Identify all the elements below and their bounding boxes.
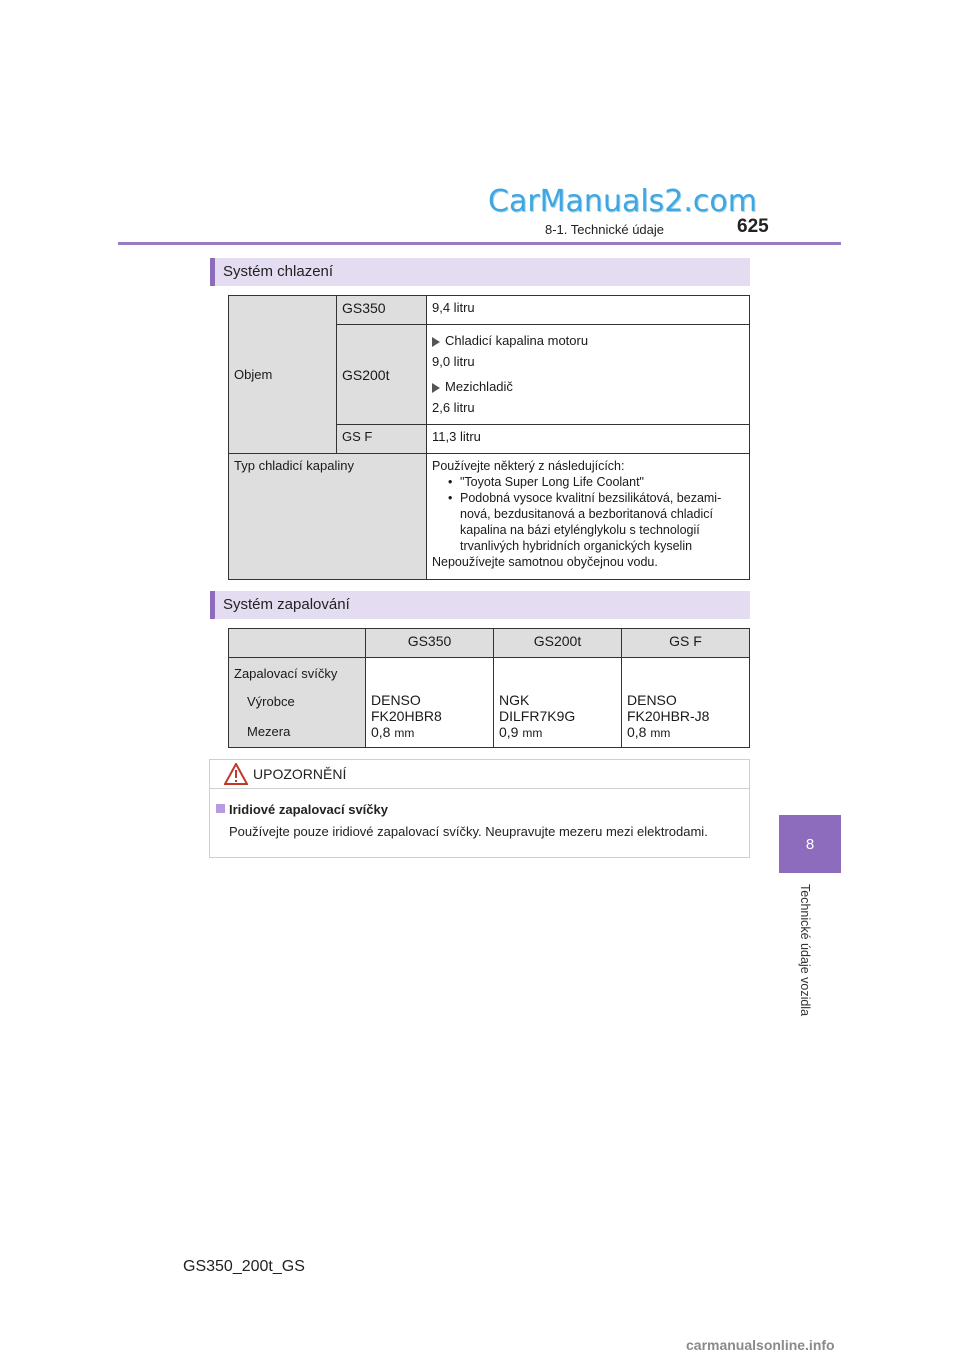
watermark-carmanuals2: CarManuals2.com (488, 184, 758, 219)
cooling-table (228, 295, 750, 580)
spark-plug-maker: DENSO (371, 692, 421, 708)
engine-coolant-label: Chladicí kapalina motoru (445, 333, 589, 348)
capacity-gs200t (427, 325, 750, 425)
footer-model-code: GS350_200t_GS (183, 1258, 305, 1275)
spark-plug-gap-unit: mm (522, 726, 543, 740)
spark-plug-gap: 0,8 (627, 724, 647, 740)
header-rule (118, 242, 841, 245)
ignition-table (228, 628, 750, 748)
ignition-header-gs200t: GS200t (494, 629, 622, 658)
triangle-bullet-icon (432, 337, 440, 347)
coolant-type-value (427, 454, 750, 580)
spark-plug-gsf (622, 658, 750, 748)
spark-plugs-label: Zapalovací svíčky (234, 666, 338, 681)
spark-plug-gs200t (494, 658, 622, 748)
coolant-type-label: Typ chladicí kapaliny (229, 454, 427, 580)
ignition-header-empty (229, 629, 366, 658)
spark-plug-gs350 (366, 658, 494, 748)
model-gsf: GS F (337, 425, 427, 454)
page-number: 625 (737, 216, 769, 237)
spark-plug-gap: 0,9 (499, 724, 519, 740)
caution-text: Používejte pouze iridiové zapalovací svíčky. Neupravujte mezeru mezi elektrodami. (229, 824, 708, 839)
capacity-gsf: 11,3 litru (427, 425, 750, 454)
chapter-label: Technické údaje vozidla (798, 884, 812, 1017)
model-gs350: GS350 (337, 296, 427, 325)
section-title: 8-1. Technické údaje (545, 222, 665, 237)
watermark-carmanualsonline: carmanualsonline.info (686, 1337, 835, 1353)
maker-label: Výrobce (247, 694, 295, 709)
spark-plug-part: FK20HBR-J8 (627, 708, 710, 724)
spark-plug-labels (229, 658, 366, 748)
square-bullet-icon (216, 804, 225, 813)
intercooler-label: Mezichladič (445, 379, 513, 394)
cooling-section-heading: Systém chlazení (210, 258, 750, 286)
spark-plug-part: FK20HBR8 (371, 708, 442, 724)
caution-label: UPOZORNĚNÍ (253, 766, 347, 782)
capacity-label: Objem (229, 296, 337, 454)
capacity-gs350: 9,4 litru (427, 296, 750, 325)
chapter-tab[interactable] (779, 815, 841, 873)
gap-label: Mezera (247, 724, 291, 739)
chapter-number: 8 (805, 835, 815, 853)
coolant-type-intro: Používejte některý z následujících: (432, 459, 625, 473)
spark-plug-maker: NGK (499, 692, 530, 708)
intercooler-value: 2,6 litru (432, 400, 475, 415)
caution-title: Iridiové zapalovací svíčky (229, 802, 388, 817)
spark-plug-maker: DENSO (627, 692, 677, 708)
warning-triangle-icon (224, 763, 248, 785)
list-item: • Podobná vysoce kvalitní bezsilikátová, bezami-nová, bezdusitanová a bezboritanová chladicí kapalina na bázi etylénglykolu s technologií trvanlivých hybridních organických kyselin (432, 490, 744, 554)
coolant-type-list (432, 474, 744, 554)
coolant-type-note: Nepoužívejte samotnou obyčejnou vodu. (432, 555, 658, 569)
triangle-bullet-icon (432, 383, 440, 393)
ignition-header-gsf: GS F (622, 629, 750, 658)
engine-coolant-value: 9,0 litru (432, 354, 475, 369)
ignition-section-heading: Systém zapalování (210, 591, 750, 619)
spark-plug-gap-unit: mm (650, 726, 671, 740)
ignition-header-gs350: GS350 (366, 629, 494, 658)
spark-plug-part: DILFR7K9G (499, 708, 576, 724)
spark-plug-gap-unit: mm (394, 726, 415, 740)
list-item: • "Toyota Super Long Life Coolant" (432, 474, 744, 490)
model-gs200t: GS200t (337, 325, 427, 425)
spark-plug-gap: 0,8 (371, 724, 391, 740)
